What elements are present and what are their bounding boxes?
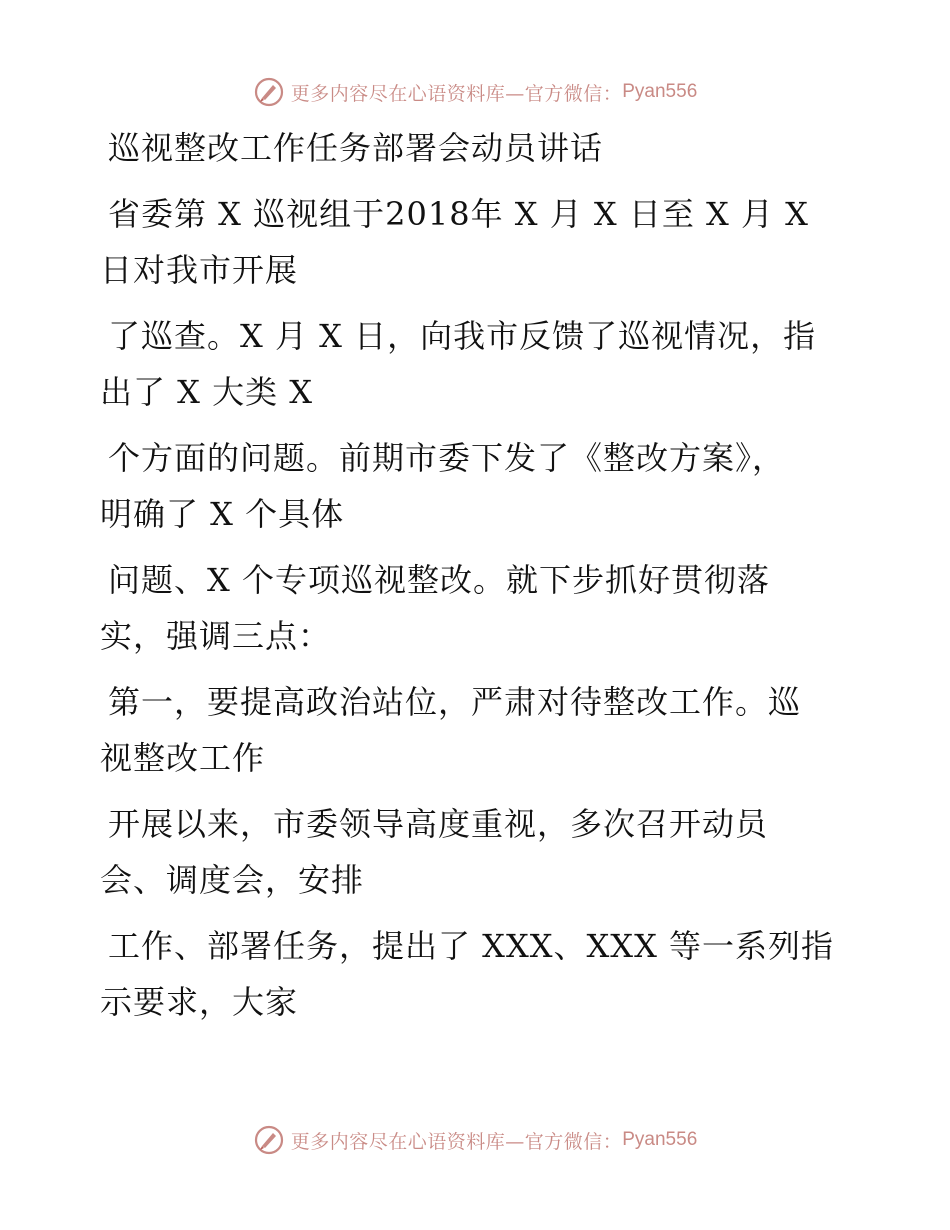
- paragraph-line: 第一，要提高政治站位，严肃对待整改工作。巡: [108, 683, 802, 721]
- quill-pen-logo-icon: [253, 76, 285, 108]
- document-body: [100, 120, 860, 1030]
- document-title: 巡视整改工作任务部署会动员讲话: [108, 129, 604, 167]
- paragraph-line: 了巡查。X 月 X 日，向我市反馈了巡视情况，指: [108, 317, 817, 355]
- paragraph-line: 视整改工作: [100, 739, 266, 777]
- quill-pen-logo-icon: [253, 1124, 285, 1156]
- watermark-text: 更多内容尽在心语资料库—官方微信：: [290, 82, 623, 105]
- paragraph-line: 出了 X 大类 X: [100, 373, 314, 411]
- paragraph-line: 实，强调三点：: [100, 617, 332, 655]
- paragraph-line: 示要求，大家: [100, 983, 299, 1021]
- header-watermark: [0, 72, 950, 112]
- paragraph-line: 问题、X 个专项巡视整改。就下步抓好贯彻落: [108, 561, 770, 599]
- paragraph-line: 工作、部署任务，提出了 XXX、XXX 等一系列指: [108, 927, 835, 965]
- watermark-text: 更多内容尽在心语资料库—官方微信：: [290, 1130, 623, 1153]
- paragraph-line: 个方面的问题。前期市委下发了《整改方案》，: [108, 439, 786, 477]
- paragraph-line: 会、调度会，安排: [100, 861, 365, 899]
- paragraph-line: 省委第 X 巡视组于2018年 X 月 X 日至 X 月 X: [108, 195, 809, 233]
- paragraph-line: 开展以来，市委领导高度重视，多次召开动员: [108, 805, 769, 843]
- watermark-wechat-id: Pyan556: [622, 1129, 698, 1150]
- paragraph-line: 明确了 X 个具体: [100, 495, 345, 533]
- paragraph-line: 日对我市开展: [100, 251, 299, 289]
- footer-watermark: [0, 1120, 950, 1160]
- watermark-wechat-id: Pyan556: [622, 81, 698, 102]
